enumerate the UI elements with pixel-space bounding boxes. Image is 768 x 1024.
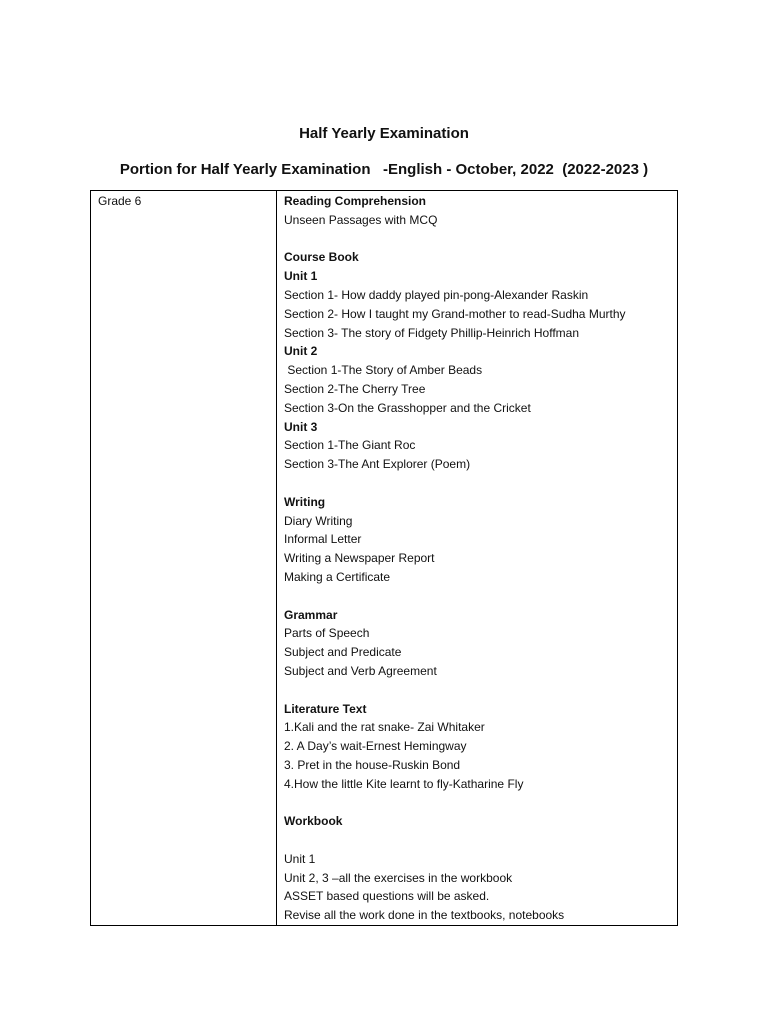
list-item: Unit 1 [284, 851, 316, 866]
list-item: Section 1-The Story of Amber Beads [284, 363, 483, 378]
section-heading: Workbook [284, 814, 343, 829]
list-item: Section 1-The Giant Roc [284, 438, 416, 453]
list-item: Section 3-On the Grasshopper and the Cricket [284, 400, 531, 415]
list-item: Unit 2, 3 –all the exercises in the workbook [284, 870, 513, 885]
list-item: Section 2- How I taught my Grand-mother to read-Sudha Murthy [284, 306, 626, 321]
blank-line [284, 831, 677, 850]
list-item: Section 3- The story of Fidgety Phillip-Heinrich Hoffman [284, 325, 580, 340]
portion-content-cell [277, 191, 678, 926]
list-item: Unseen Passages with MCQ [284, 212, 438, 227]
section-heading: Unit 2 [284, 344, 318, 359]
section-heading: Reading Comprehension [284, 194, 427, 208]
list-item: Section 3-The Ant Explorer (Poem) [284, 457, 471, 472]
list-item: Section 1- How daddy played pin-pong-Alexander Raskin [284, 287, 589, 302]
section-heading: Literature Text [284, 701, 367, 716]
list-item: Writing a Newspaper Report [284, 551, 435, 566]
section-heading: Writing [284, 494, 326, 509]
list-item: Revise all the work done in the textbooks, notebooks [284, 908, 565, 923]
list-item: Diary Writing [284, 513, 353, 528]
list-item: 3. Pret in the house-Ruskin Bond [284, 757, 461, 772]
table-row [91, 191, 678, 926]
section-heading: Course Book [284, 250, 359, 265]
list-item: 1.Kali and the rat snake- Zai Whitaker [284, 720, 485, 735]
list-item: 2. A Day’s wait-Ernest Hemingway [284, 739, 467, 754]
list-item: 4.How the little Kite learnt to fly-Katharine Fly [284, 776, 524, 791]
list-item: Subject and Verb Agreement [284, 663, 437, 678]
blank-line [284, 474, 677, 493]
grade-cell [91, 191, 277, 926]
blank-line [284, 681, 677, 700]
blank-line [284, 230, 677, 249]
document-subtitle: Portion for Half Yearly Examination -English - October, 2022 (2022-2023 ) [119, 161, 649, 178]
section-heading: Unit 3 [284, 419, 318, 434]
grade-label: Grade 6 [98, 194, 142, 208]
blank-line [284, 794, 677, 813]
list-item: Subject and Predicate [284, 645, 402, 660]
list-item: ASSET based questions will be asked. [284, 889, 490, 904]
list-item: Parts of Speech [284, 626, 370, 641]
document-title: Half Yearly Examination [299, 125, 469, 142]
section-heading: Grammar [284, 607, 338, 622]
portion-table [90, 190, 678, 926]
list-item: Making a Certificate [284, 569, 391, 584]
blank-line [284, 587, 677, 606]
list-item: Section 2-The Cherry Tree [284, 381, 426, 396]
section-heading: Unit 1 [284, 269, 318, 284]
list-item: Informal Letter [284, 532, 362, 547]
portion-content [277, 191, 677, 925]
